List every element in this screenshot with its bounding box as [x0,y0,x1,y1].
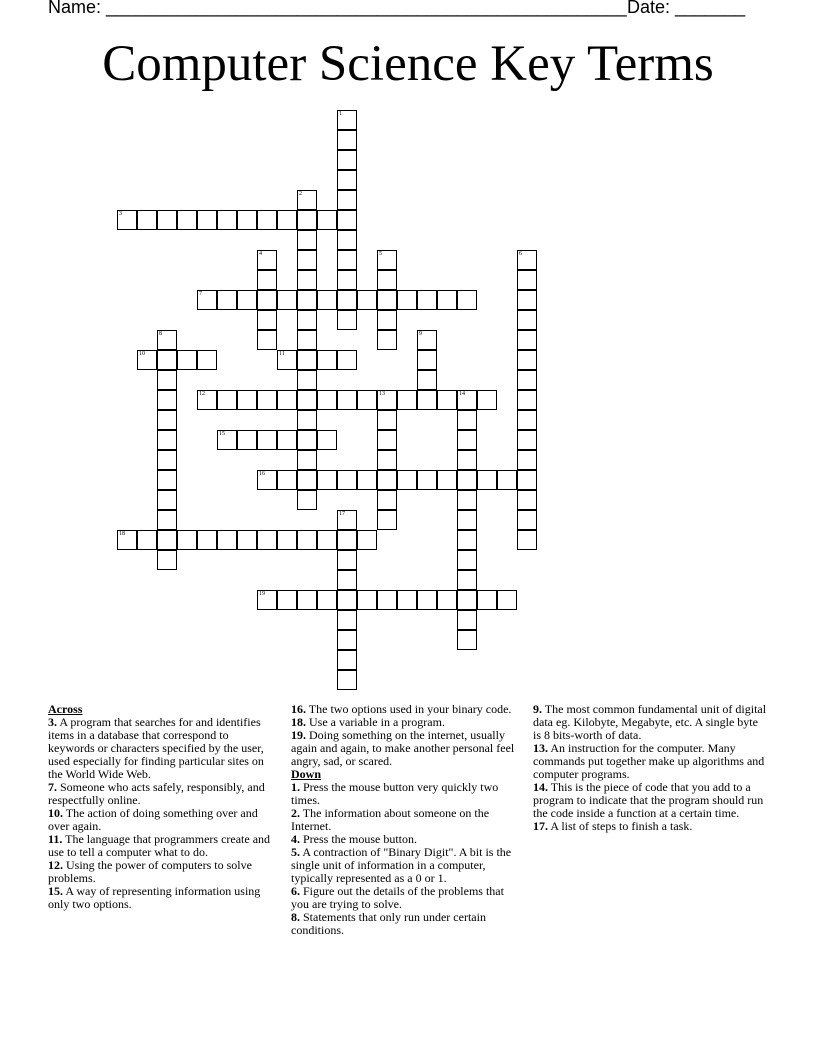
crossword-cell[interactable] [157,450,177,470]
across-heading: Across [48,702,83,716]
crossword-cell[interactable] [297,250,317,270]
crossword-cell[interactable] [237,210,257,230]
crossword-cell[interactable] [517,470,537,490]
crossword-cell[interactable] [217,390,237,410]
crossword-cell[interactable] [297,430,317,450]
crossword-cell[interactable] [177,530,197,550]
clue-across-11: 11. The language that programmers create and use to tell a computer what to do. [48,832,271,859]
crossword-cell[interactable] [377,410,397,430]
crossword-cell[interactable] [337,670,357,690]
crossword-cell[interactable] [477,470,497,490]
clue-number: 12 [199,391,205,397]
crossword-cell[interactable] [417,470,437,490]
crossword-cell[interactable] [397,290,417,310]
crossword-cell[interactable] [517,450,537,470]
crossword-cell[interactable] [277,470,297,490]
crossword-cell[interactable] [337,130,357,150]
crossword-cell[interactable] [157,210,177,230]
crossword-cell[interactable] [217,210,237,230]
clue-across-3: 3. A program that searches for and identifies items in a database that correspond to keywords or characters specified by the user, used especially for finding particular sites on the World Wide Web. [48,715,264,781]
crossword-cell[interactable] [517,490,537,510]
clue-down-2: 2. The information about someone on the Internet. [291,806,490,833]
crossword-cell-1[interactable] [337,110,357,130]
crossword-cell[interactable] [237,430,257,450]
crossword-cell[interactable] [457,410,477,430]
crossword-cell[interactable] [277,430,297,450]
crossword-cell[interactable] [317,390,337,410]
crossword-cell[interactable] [177,350,197,370]
crossword-cell[interactable] [437,390,457,410]
crossword-cell[interactable] [397,390,417,410]
crossword-cell-12[interactable] [197,390,217,410]
clue-across-7: 7. Someone who acts safely, responsibly, and respectfully online. [48,780,265,807]
crossword-cell-7[interactable] [197,290,217,310]
crossword-cell[interactable] [257,430,277,450]
crossword-cell[interactable] [497,470,517,490]
crossword-cell-10[interactable] [137,350,157,370]
crossword-cell-5[interactable] [377,250,397,270]
crossword-cell[interactable] [297,390,317,410]
crossword-cell[interactable] [377,330,397,350]
crossword-cell[interactable] [297,290,317,310]
clue-down-13: 13. An instruction for the computer. Many commands put together make up algorithms and computer programs. [533,741,765,781]
crossword-cell[interactable] [237,530,257,550]
crossword-cell-17[interactable] [337,510,357,530]
crossword-cell[interactable] [197,530,217,550]
clue-across-15: 15. A way of representing information using only two options. [48,884,261,911]
crossword-cell[interactable] [517,290,537,310]
clues-column-2 [291,703,523,937]
crossword-cell[interactable] [297,590,317,610]
crossword-cell[interactable] [297,230,317,250]
crossword-cell[interactable] [317,470,337,490]
crossword-cell[interactable] [157,430,177,450]
crossword-cell[interactable] [157,490,177,510]
clue-number: 5 [379,251,382,257]
clue-number: 19 [259,591,265,597]
crossword-cell-15[interactable] [217,430,237,450]
clue-number: 3 [119,211,122,217]
crossword-cell[interactable] [457,610,477,630]
crossword-cell[interactable] [157,530,177,550]
crossword-cell[interactable] [457,470,477,490]
clue-down-17: 17. A list of steps to finish a task. [533,819,693,833]
crossword-cell[interactable] [337,210,357,230]
crossword-cell-6[interactable] [517,250,537,270]
crossword-cell[interactable] [457,630,477,650]
crossword-cell[interactable] [337,530,357,550]
clue-number: 6 [519,251,522,257]
crossword-cell[interactable] [257,290,277,310]
crossword-cell[interactable] [517,510,537,530]
crossword-cell[interactable] [297,470,317,490]
crossword-cell[interactable] [417,370,437,390]
crossword-cell[interactable] [477,590,497,610]
clues-column-3 [533,703,768,833]
clue-number: 18 [119,531,125,537]
clue-number: 8 [159,331,162,337]
crossword-cell[interactable] [297,210,317,230]
crossword-cell-13[interactable] [377,390,397,410]
crossword-cell[interactable] [297,310,317,330]
crossword-cell[interactable] [457,510,477,530]
crossword-cell[interactable] [237,290,257,310]
clue-across-19: 19. Doing something on the internet, usually again and again, to make another personal feel angry, sad, or scared. [291,728,515,768]
crossword-cell[interactable] [517,530,537,550]
crossword-cell-4[interactable] [257,250,277,270]
crossword-cell[interactable] [317,530,337,550]
crossword-cell[interactable] [517,270,537,290]
crossword-cell[interactable] [337,570,357,590]
crossword-cell[interactable] [457,430,477,450]
clue-down-8: 8. Statements that only run under certain conditions. [291,910,486,937]
crossword-cell[interactable] [377,510,397,530]
crossword-cell[interactable] [337,350,357,370]
crossword-cell[interactable] [297,350,317,370]
crossword-cell[interactable] [337,310,357,330]
clue-across-18: 18. Use a variable in a program. [291,715,445,729]
crossword-cell[interactable] [377,450,397,470]
clue-number: 11 [279,351,285,357]
crossword-cell[interactable] [457,590,477,610]
crossword-cell[interactable] [337,150,357,170]
crossword-cell-19[interactable] [257,590,277,610]
crossword-cell[interactable] [157,410,177,430]
crossword-cell[interactable] [337,470,357,490]
crossword-cell[interactable] [337,590,357,610]
crossword-cell-3[interactable] [117,210,137,230]
crossword-cell[interactable] [237,390,257,410]
crossword-cell[interactable] [357,590,377,610]
crossword-cell[interactable] [377,310,397,330]
crossword-cell[interactable] [157,370,177,390]
crossword-cell[interactable] [417,590,437,610]
crossword-cell[interactable] [457,450,477,470]
crossword-cell[interactable] [337,290,357,310]
crossword-cell[interactable] [297,450,317,470]
crossword-cell[interactable] [217,290,237,310]
crossword-cell[interactable] [517,390,537,410]
crossword-cell[interactable] [457,570,477,590]
crossword-cell[interactable] [357,390,377,410]
clue-number: 1 [339,111,342,117]
crossword-cell[interactable] [377,590,397,610]
crossword-cell[interactable] [257,210,277,230]
crossword-cell[interactable] [297,330,317,350]
clue-number: 14 [459,391,465,397]
crossword-cell[interactable] [157,350,177,370]
clue-across-16: 16. The two options used in your binary code. [291,702,512,716]
crossword-cell[interactable] [337,250,357,270]
clue-number: 10 [139,351,145,357]
crossword-cell[interactable] [517,370,537,390]
crossword-cell[interactable] [337,390,357,410]
clue-number: 7 [199,291,202,297]
crossword-cell[interactable] [257,270,277,290]
crossword-cell[interactable] [437,590,457,610]
crossword-cell[interactable] [437,290,457,310]
crossword-cell[interactable] [297,270,317,290]
crossword-cell[interactable] [257,390,277,410]
crossword-cell-9[interactable] [417,330,437,350]
crossword-cell[interactable] [457,290,477,310]
crossword-cell[interactable] [357,470,377,490]
crossword-cell[interactable] [197,210,217,230]
clue-down-6: 6. Figure out the details of the problems that you are trying to solve. [291,884,504,911]
crossword-cell[interactable] [317,590,337,610]
crossword-cell[interactable] [197,350,217,370]
crossword-cell[interactable] [417,290,437,310]
crossword-cell[interactable] [257,330,277,350]
clue-number: 13 [379,391,385,397]
crossword-cell[interactable] [297,410,317,430]
crossword-cell[interactable] [337,610,357,630]
crossword-cell[interactable] [337,270,357,290]
crossword-cell[interactable] [157,470,177,490]
crossword-cell[interactable] [397,470,417,490]
crossword-cell[interactable] [377,270,397,290]
crossword-cell[interactable] [377,490,397,510]
crossword-cell[interactable] [157,510,177,530]
crossword-cell-11[interactable] [277,350,297,370]
crossword-cell-8[interactable] [157,330,177,350]
crossword-cell[interactable] [437,470,457,490]
clue-number: 15 [219,431,225,437]
clue-number: 16 [259,471,265,477]
crossword-cell[interactable] [337,550,357,570]
crossword-cell-18[interactable] [117,530,137,550]
crossword-cell[interactable] [517,310,537,330]
crossword-cell[interactable] [277,290,297,310]
clues-column-1 [48,703,278,911]
crossword-cell[interactable] [477,390,497,410]
crossword-cell[interactable] [517,410,537,430]
crossword-cell[interactable] [277,210,297,230]
name-field[interactable]: Name: ____________________________________________________ [48,0,627,17]
crossword-cell[interactable] [417,390,437,410]
crossword-cell[interactable] [517,330,537,350]
crossword-cell[interactable] [397,590,417,610]
clue-down-14: 14. This is the piece of code that you add to a program to indicate that the program should run the code inside a function at a certain time. [533,780,764,820]
crossword-cell[interactable] [137,210,157,230]
crossword-cell[interactable] [337,230,357,250]
crossword-cell[interactable] [517,350,537,370]
crossword-cell[interactable] [357,290,377,310]
crossword-cell[interactable] [417,350,437,370]
crossword-cell[interactable] [317,430,337,450]
crossword-cell[interactable] [337,630,357,650]
clue-down-9: 9. The most common fundamental unit of digital data eg. Kilobyte, Megabyte, etc. A single byte is 8 bits-worth of data. [533,702,767,742]
page-title: Computer Science Key Terms [102,36,714,92]
crossword-cell[interactable] [277,530,297,550]
crossword-cell[interactable] [457,530,477,550]
crossword-cell[interactable] [497,590,517,610]
crossword-cell[interactable] [357,530,377,550]
crossword-cell[interactable] [177,210,197,230]
crossword-cell[interactable] [277,390,297,410]
clue-across-12: 12. Using the power of computers to solve problems. [48,858,252,885]
crossword-cell[interactable] [457,550,477,570]
down-heading: Down [291,767,322,781]
crossword-cell[interactable] [457,490,477,510]
clue-number: 9 [419,331,422,337]
crossword-cell[interactable] [137,530,157,550]
crossword-cell[interactable] [297,370,317,390]
crossword-cell[interactable] [297,490,317,510]
clue-down-5: 5. A contraction of "Binary Digit". A bit is the single unit of information in a computer, typically represented as a 0 or 1. [291,845,512,885]
crossword-cell[interactable] [297,530,317,550]
crossword-cell[interactable] [257,310,277,330]
crossword-cell-14[interactable] [457,390,477,410]
crossword-cell[interactable] [317,350,337,370]
crossword-cell[interactable] [337,190,357,210]
crossword-cell[interactable] [377,470,397,490]
clue-number: 17 [339,511,345,517]
crossword-cell[interactable] [157,390,177,410]
crossword-cell[interactable] [317,290,337,310]
clue-number: 4 [259,251,262,257]
crossword-cell[interactable] [337,170,357,190]
crossword-cell[interactable] [377,430,397,450]
clue-down-1: 1. Press the mouse button very quickly two times. [291,780,499,807]
clue-down-4: 4. Press the mouse button. [291,832,417,846]
crossword-cell[interactable] [337,650,357,670]
clue-across-10: 10. The action of doing something over and over again. [48,806,258,833]
crossword-cell[interactable] [377,290,397,310]
crossword-cell[interactable] [257,530,277,550]
crossword-cell[interactable] [217,530,237,550]
crossword-cell[interactable] [317,210,337,230]
date-field[interactable]: Date: _______ [627,0,746,17]
crossword-cell[interactable] [277,590,297,610]
clue-number: 2 [299,191,302,197]
crossword-cell-2[interactable] [297,190,317,210]
crossword-cell[interactable] [517,430,537,450]
crossword-cell[interactable] [157,550,177,570]
crossword-cell-16[interactable] [257,470,277,490]
